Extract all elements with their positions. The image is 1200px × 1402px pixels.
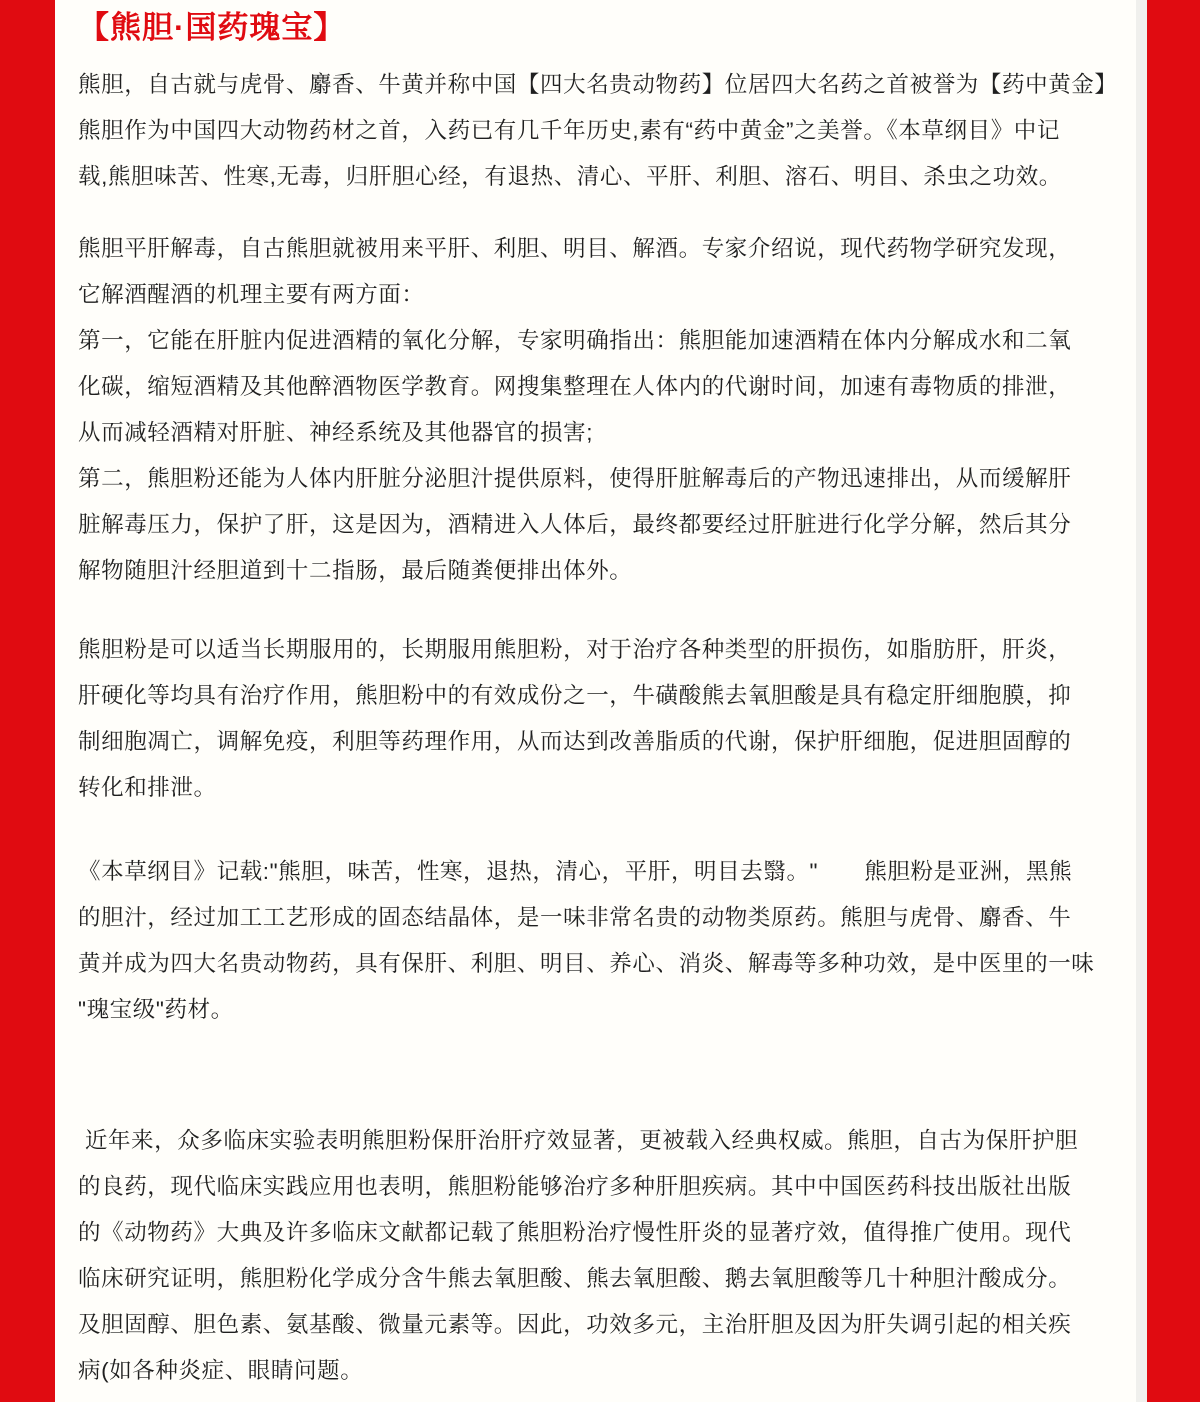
page-title: 【熊胆·国药瑰宝】 <box>78 10 346 45</box>
text-line: 病(如各种炎症、眼睛问题。 <box>78 1358 364 1383</box>
text-line: 的胆汁，经过加工工艺形成的固态结晶体，是一味非常名贵的动物类原药。熊胆与虎骨、麝香、牛 <box>78 905 1072 930</box>
text-line: 熊胆平肝解毒，自古熊胆就被用来平肝、利胆、明目、解酒。专家介绍说，现代药物学研究发现， <box>78 236 1072 261</box>
article <box>78 6 1130 1394</box>
text-line: 第一，它能在肝脏内促进酒精的氧化分解，专家明确指出：熊胆能加速酒精在体内分解成水和二氧 <box>78 328 1072 353</box>
paragraph <box>78 226 1130 594</box>
paragraph <box>78 627 1130 811</box>
text-line: 从而减轻酒精对肝脏、神经系统及其他器官的损害; <box>78 420 594 445</box>
text-line: 制细胞凋亡，调解免疫，利胆等药理作用，从而达到改善脂质的代谢，保护肝细胞，促进胆固醇的 <box>78 729 1072 754</box>
paragraph <box>78 849 1130 1033</box>
text-line: 熊胆粉是可以适当长期服用的，长期服用熊胆粉，对于治疗各种类型的肝损伤，如脂肪肝，肝炎， <box>78 637 1072 662</box>
text-line: 转化和排泄。 <box>78 775 217 800</box>
text-line: 载,熊胆味苦、性寒,无毒，归肝胆心经，有退热、清心、平肝、利胆、溶石、明目、杀虫之功效。 <box>78 164 1062 189</box>
text-line: 及胆固醇、胆色素、氨基酸、微量元素等。因此，功效多元，主治肝胆及因为肝失调引起的相关疾 <box>78 1312 1072 1337</box>
text-line: 近年来，众多临床实验表明熊胆粉保肝治肝疗效显著，更被载入经典权威。熊胆，自古为保肝护胆 <box>78 1128 1079 1153</box>
text-line: 解物随胆汁经胆道到十二指肠，最后随粪便排出体外。 <box>78 558 633 583</box>
text-line: 黄并成为四大名贵动物药，具有保肝、利胆、明目、养心、消炎、解毒等多种功效，是中医里的一味 <box>78 951 1095 976</box>
text-line: 熊胆作为中国四大动物药材之首，入药已有几千年历史,素有“药中黄金”之美誉。《本草纲目》中记 <box>78 118 1060 143</box>
text-line: "瑰宝级"药材。 <box>78 997 234 1022</box>
text-line: 熊胆，自古就与虎骨、麝香、牛黄并称中国【四大名贵动物药】位居四大名药之首被誉为【药中黄金】 <box>78 72 1118 97</box>
text-line: 它解酒醒酒的机理主要有两方面： <box>78 282 425 307</box>
text-line: 肝硬化等均具有治疗作用，熊胆粉中的有效成份之一，牛磺酸熊去氧胆酸是具有稳定肝细胞膜，抑 <box>78 683 1072 708</box>
paragraph <box>78 1118 1130 1394</box>
content-panel <box>55 0 1147 1402</box>
article-body <box>78 62 1130 1394</box>
text-line: 化碳，缩短酒精及其他醉酒物医学教育。网搜集整理在人体内的代谢时间，加速有毒物质的排泄， <box>78 374 1072 399</box>
text-line: 《本草纲目》记载:"熊胆，味苦，性寒，退热，清心，平肝，明目去翳。" 熊胆粉是亚洲，黑熊 <box>78 859 1073 884</box>
text-line: 的良药，现代临床实践应用也表明，熊胆粉能够治疗多种肝胆疾病。其中中国医药科技出版社出版 <box>78 1174 1072 1199</box>
paragraph <box>78 62 1130 200</box>
text-line: 脏解毒压力，保护了肝，这是因为，酒精进入人体后，最终都要经过肝脏进行化学分解，然后其分 <box>78 512 1072 537</box>
text-line: 第二，熊胆粉还能为人体内肝脏分泌胆汁提供原料，使得肝脏解毒后的产物迅速排出，从而缓解肝 <box>78 466 1072 491</box>
text-line: 临床研究证明，熊胆粉化学成分含牛熊去氧胆酸、熊去氧胆酸、鹅去氧胆酸等几十种胆汁酸成分。 <box>78 1266 1072 1291</box>
scrollbar-track[interactable] <box>1136 0 1147 1402</box>
text-line: 的《动物药》大典及许多临床文献都记载了熊胆粉治疗慢性肝炎的显著疗效，值得推广使用。现代 <box>78 1220 1072 1245</box>
